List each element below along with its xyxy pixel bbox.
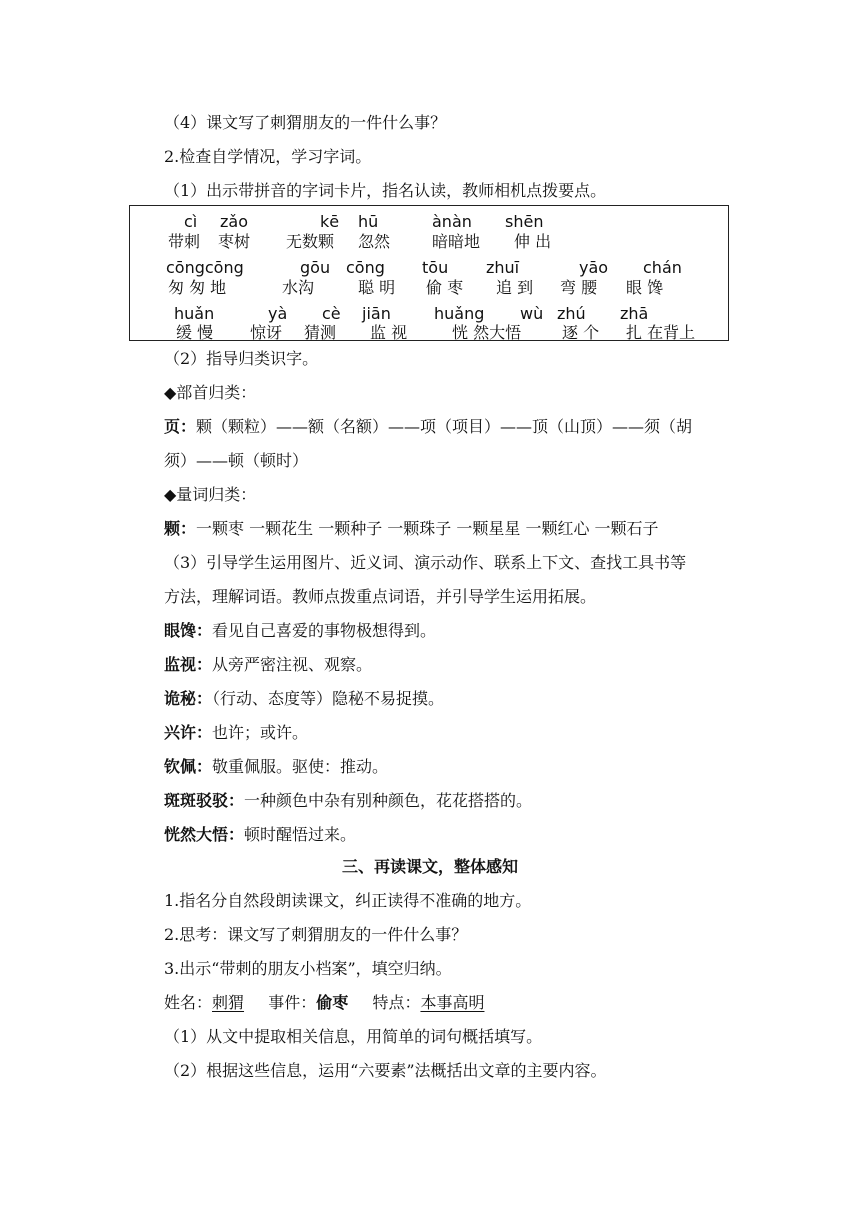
hanzi-word: 缓 慢 (176, 323, 214, 342)
pinyin: zhā (620, 304, 649, 323)
pinyin: huǎng (434, 304, 485, 323)
profile-event-value: 偷枣 (316, 993, 349, 1012)
measure-heading: ◆量词归类： (164, 485, 257, 504)
pinyin: wù (520, 304, 544, 323)
pinyin: hū (358, 212, 379, 231)
glossary-item (164, 723, 308, 743)
radical-line-1 (164, 417, 692, 437)
pinyin: ànàn (432, 212, 472, 231)
step-3-1: 1.指名分自然段朗读课文，纠正读得不准确的地方。 (164, 891, 532, 910)
glossary-item (164, 791, 532, 811)
glossary-def: 敬重佩服。驱使：推动。 (212, 757, 389, 776)
radical-key: 页： (164, 417, 197, 436)
profile-event-label: 事件： (268, 993, 317, 1012)
pinyin: jiān (362, 304, 391, 323)
glossary-def: （行动、态度等）隐秘不易捉摸。 (212, 689, 445, 708)
step-2-2: （2）指导归类识字。 (164, 349, 319, 368)
hanzi-word: 恍 然大悟 (452, 323, 522, 342)
pinyin: cōngcōng (166, 258, 244, 277)
step-3-3-1: （1）从文中提取相关信息，用简单的词句概括填写。 (164, 1027, 543, 1046)
pinyin-word-card (129, 205, 729, 341)
glossary-def: 也许；或许。 (212, 723, 309, 742)
step-3-3-2: （2）根据这些信息，运用“六要素”法概括出文章的主要内容。 (164, 1061, 607, 1080)
hanzi-word: 带刺 (168, 232, 201, 251)
hanzi-word: 水沟 (282, 278, 315, 297)
radical-heading: ◆部首归类： (164, 383, 257, 402)
pinyin: yà (268, 304, 288, 323)
pinyin: cì (184, 212, 198, 231)
pinyin: cōng (346, 258, 385, 277)
glossary-term: 恍然大悟： (164, 825, 245, 844)
hanzi-word: 聪 明 (358, 278, 396, 297)
glossary-item (164, 621, 436, 641)
hanzi-word: 扎 在背上 (626, 323, 696, 342)
profile-name-value: 刺猬 (212, 993, 245, 1012)
measure-examples: 一颗枣 一颗花生 一颗种子 一颗珠子 一颗星星 一颗红心 一颗石子 (196, 519, 659, 538)
pinyin: zhuī (486, 258, 520, 277)
glossary-item (164, 825, 356, 845)
step-2-1: （1）出示带拼音的字词卡片，指名认读，教师相机点拨要点。 (164, 181, 607, 200)
step-2-3-line-1: （3）引导学生运用图片、近义词、演示动作、联系上下文、查找工具书等 (164, 553, 687, 572)
glossary-def: 一种颜色中杂有别种颜色，花花搭搭的。 (244, 791, 533, 810)
hanzi-word: 暗暗地 (432, 232, 481, 251)
pinyin: chán (643, 258, 682, 277)
profile-trait-value: 本事高明 (420, 993, 485, 1012)
glossary-def: 顿时醒悟过来。 (244, 825, 357, 844)
pinyin: kē (320, 212, 340, 231)
hanzi-word: 猜测 (304, 323, 337, 342)
radical-examples: 颗（颗粒）——额（名额）——项（项目）——顶（山顶）——须（胡 (196, 417, 693, 436)
hanzi-word: 弯 腰 (560, 278, 598, 297)
pinyin: yāo (579, 258, 609, 277)
pinyin: huǎn (174, 304, 215, 323)
profile-name-label: 姓名： (164, 993, 213, 1012)
profile-line (164, 993, 484, 1013)
radical-line-2: 须）——顿（顿时） (164, 451, 309, 470)
question-4: （4）课文写了刺猬朋友的一件什么事？ (164, 113, 447, 132)
hanzi-word: 惊讶 (250, 323, 283, 342)
hanzi-word: 眼 馋 (626, 278, 664, 297)
glossary-term: 钦佩： (164, 757, 213, 776)
glossary-term: 眼馋： (164, 621, 213, 640)
hanzi-word: 监 视 (370, 323, 408, 342)
step-2: 2.检查自学情况，学习字词。 (164, 147, 372, 166)
pinyin: cè (322, 304, 341, 323)
pinyin: zhú (557, 304, 586, 323)
pinyin: gōu (300, 258, 331, 277)
glossary-term: 斑斑驳驳： (164, 791, 245, 810)
glossary-item (164, 655, 372, 675)
hanzi-word: 匆 匆 地 (168, 278, 227, 297)
glossary-item (164, 689, 444, 709)
hanzi-word: 忽然 (358, 232, 391, 251)
hanzi-word: 无数颗 (286, 232, 335, 251)
glossary-item (164, 757, 388, 777)
pinyin: zǎo (220, 212, 248, 231)
hanzi-word: 枣树 (218, 232, 251, 251)
step-2-3-line-2: 方法，理解词语。教师点拨重点词语，并引导学生运用拓展。 (164, 587, 597, 606)
measure-line (164, 519, 659, 539)
glossary-term: 监视： (164, 655, 213, 674)
glossary-def: 从旁严密注视、观察。 (212, 655, 373, 674)
hanzi-word: 偷 枣 (426, 278, 464, 297)
glossary-term: 兴许： (164, 723, 213, 742)
glossary-def: 看见自己喜爱的事物极想得到。 (212, 621, 437, 640)
step-3-2: 2.思考：课文写了刺猬朋友的一件什么事？ (164, 925, 468, 944)
hanzi-word: 逐 个 (562, 323, 600, 342)
pinyin: shēn (505, 212, 544, 231)
hanzi-word: 伸 出 (514, 232, 552, 251)
section-3-title: 三、再读课文，整体感知 (341, 857, 518, 876)
hanzi-word: 追 到 (496, 278, 534, 297)
profile-trait-label: 特点： (372, 993, 421, 1012)
glossary-term: 诡秘： (164, 689, 213, 708)
pinyin: tōu (422, 258, 449, 277)
measure-key: 颗： (164, 519, 197, 538)
step-3-3: 3.出示“带刺的朋友小档案”，填空归纳。 (164, 959, 452, 978)
